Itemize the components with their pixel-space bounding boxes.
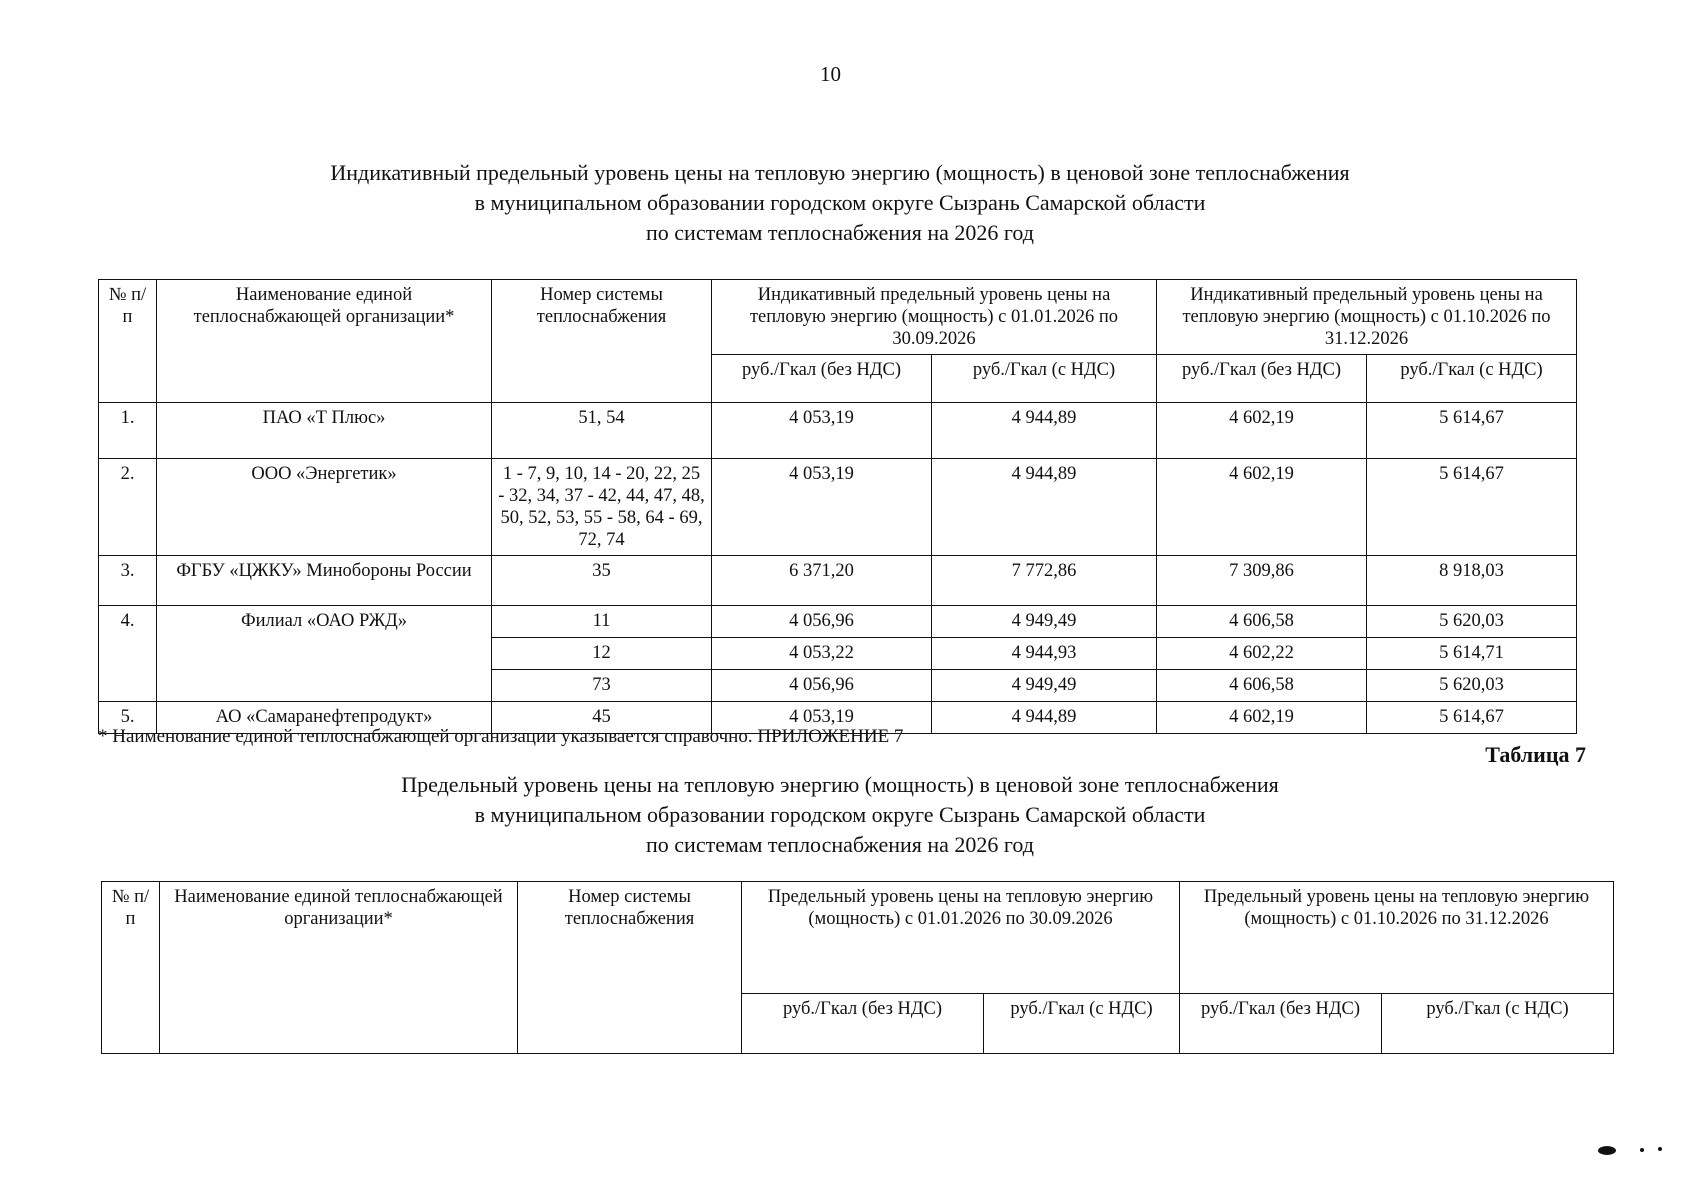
- cell-org: ООО «Энергетик»: [157, 459, 492, 556]
- cell-system: 12: [492, 638, 712, 670]
- header-no-vat: руб./Гкал (без НДС): [742, 994, 984, 1054]
- cell-system: 45: [492, 702, 712, 734]
- header-with-vat: руб./Гкал (с НДС): [1367, 355, 1577, 403]
- cell-p2-vat: 5 614,67: [1367, 459, 1577, 556]
- table-row: [99, 403, 1577, 459]
- scan-speck: [1598, 1146, 1616, 1155]
- header-num: № п/п: [99, 280, 157, 403]
- cell-p2-vat: 5 614,67: [1367, 403, 1577, 459]
- cell-p1-vat: 4 944,89: [932, 403, 1157, 459]
- table-row: [99, 556, 1577, 606]
- cell-p1-no-vat: 4 053,19: [712, 702, 932, 734]
- section1-title: [240, 158, 1440, 248]
- cell-p1-vat: 4 944,93: [932, 638, 1157, 670]
- cell-system: 73: [492, 670, 712, 702]
- cell-org: АО «Самаранефтепродукт»: [157, 702, 492, 734]
- cell-p2-vat: 8 918,03: [1367, 556, 1577, 606]
- cell-p1-vat: 7 772,86: [932, 556, 1157, 606]
- header-num: № п/п: [102, 882, 160, 1054]
- header-system: Номер системы теплоснабжения: [492, 280, 712, 403]
- header-system: Номер системы теплоснабжения: [518, 882, 742, 1054]
- cell-p2-no-vat: 4 602,19: [1157, 459, 1367, 556]
- cell-system: 35: [492, 556, 712, 606]
- cell-p1-no-vat: 4 053,19: [712, 459, 932, 556]
- scan-speck: [1658, 1147, 1662, 1151]
- cell-p2-vat: 5 620,03: [1367, 670, 1577, 702]
- cell-p2-no-vat: 4 606,58: [1157, 670, 1367, 702]
- header-with-vat: руб./Гкал (с НДС): [932, 355, 1157, 403]
- table-row: [99, 606, 1577, 638]
- cell-system: 51, 54: [492, 403, 712, 459]
- cell-p2-vat: 5 620,03: [1367, 606, 1577, 638]
- cell-p2-vat: 5 614,67: [1367, 702, 1577, 734]
- cell-p2-no-vat: 4 602,22: [1157, 638, 1367, 670]
- cell-org: Филиал «ОАО РЖД»: [157, 606, 492, 702]
- title-line: в муниципальном образовании городском округе Сызрань Самарской области: [474, 190, 1206, 215]
- table-row: [99, 459, 1577, 556]
- cell-p2-vat: 5 614,71: [1367, 638, 1577, 670]
- cell-num: 3.: [99, 556, 157, 606]
- cell-p1-no-vat: 4 053,22: [712, 638, 932, 670]
- cell-p1-no-vat: 4 056,96: [712, 670, 932, 702]
- cell-p1-no-vat: 6 371,20: [712, 556, 932, 606]
- header-with-vat: руб./Гкал (с НДС): [984, 994, 1180, 1054]
- title-line: Индикативный предельный уровень цены на тепловую энергию (мощность) в ценовой зоне теплоснабжения: [330, 160, 1350, 185]
- table-label: Таблица 7: [1485, 742, 1586, 767]
- price-limit-table: [101, 881, 1614, 1054]
- header-org: Наименование единой теплоснабжающей организации*: [160, 882, 518, 1054]
- cell-p2-no-vat: 4 602,19: [1157, 403, 1367, 459]
- cell-num: 1.: [99, 403, 157, 459]
- page-number: 10: [820, 62, 841, 86]
- title-line: по системам теплоснабжения на 2026 год: [646, 832, 1034, 857]
- indicative-price-table: [98, 279, 1577, 734]
- header-period2: Предельный уровень цены на тепловую энергию (мощность) с 01.10.2026 по 31.12.2026: [1180, 882, 1614, 994]
- cell-p1-vat: 4 949,49: [932, 606, 1157, 638]
- header-org: Наименование единой теплоснабжающей организации*: [157, 280, 492, 403]
- cell-p1-no-vat: 4 056,96: [712, 606, 932, 638]
- header-with-vat: руб./Гкал (с НДС): [1382, 994, 1614, 1054]
- title-line: по системам теплоснабжения на 2026 год: [646, 220, 1034, 245]
- header-period1: Предельный уровень цены на тепловую энергию (мощность) с 01.01.2026 по 30.09.2026: [742, 882, 1180, 994]
- header-no-vat: руб./Гкал (без НДС): [1157, 355, 1367, 403]
- cell-p1-no-vat: 4 053,19: [712, 403, 932, 459]
- cell-p1-vat: 4 949,49: [932, 670, 1157, 702]
- cell-system: 11: [492, 606, 712, 638]
- header-no-vat: руб./Гкал (без НДС): [1180, 994, 1382, 1054]
- cell-num: 2.: [99, 459, 157, 556]
- header-period1: Индикативный предельный уровень цены на тепловую энергию (мощность) с 01.01.2026 по 30.09.2026: [712, 280, 1157, 355]
- header-no-vat: руб./Гкал (без НДС): [712, 355, 932, 403]
- cell-p2-no-vat: 4 602,19: [1157, 702, 1367, 734]
- cell-p1-vat: 4 944,89: [932, 459, 1157, 556]
- cell-system: 1 - 7, 9, 10, 14 - 20, 22, 25 - 32, 34, 37 - 42, 44, 47, 48, 50, 52, 53, 55 - 58, 64 - 69, 72, 74: [492, 459, 712, 556]
- cell-org: ФГБУ «ЦЖКУ» Минобороны России: [157, 556, 492, 606]
- cell-p2-no-vat: 4 606,58: [1157, 606, 1367, 638]
- footnote: * Наименование единой теплоснабжающей организации указывается справочно. ПРИЛОЖЕНИЕ 7: [98, 726, 904, 747]
- cell-org: ПАО «Т Плюс»: [157, 403, 492, 459]
- title-line: Предельный уровень цены на тепловую энергию (мощность) в ценовой зоне теплоснабжения: [401, 772, 1279, 797]
- cell-p1-vat: 4 944,89: [932, 702, 1157, 734]
- scan-speck: [1640, 1148, 1644, 1152]
- cell-num: 4.: [99, 606, 157, 702]
- header-period2: Индикативный предельный уровень цены на тепловую энергию (мощность) с 01.10.2026 по 31.12.2026: [1157, 280, 1577, 355]
- title-line: в муниципальном образовании городском округе Сызрань Самарской области: [474, 802, 1206, 827]
- cell-p2-no-vat: 7 309,86: [1157, 556, 1367, 606]
- cell-num: 5.: [99, 702, 157, 734]
- section2-title: [240, 770, 1440, 860]
